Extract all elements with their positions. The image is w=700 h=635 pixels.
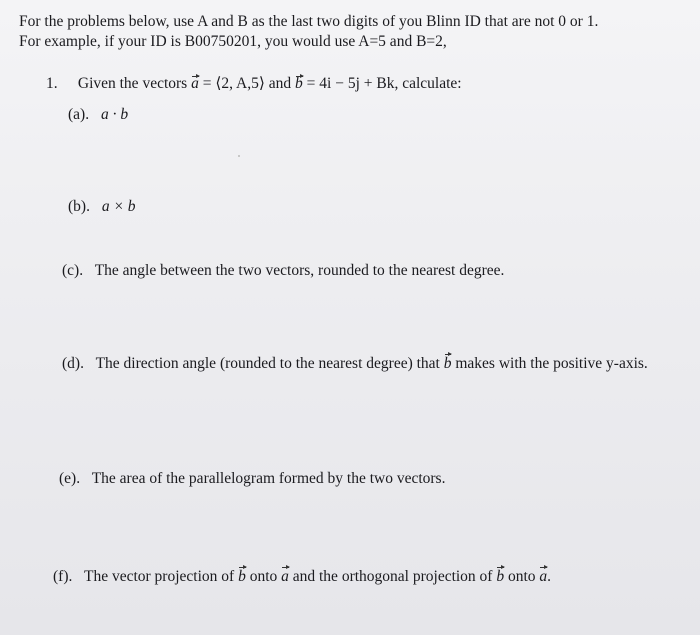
part-c-label: (c).: [62, 262, 84, 279]
part-d-label: (d).: [62, 355, 84, 372]
part-b-label: (b).: [68, 198, 90, 215]
paper-speck: [238, 155, 240, 157]
problem-1-heading: [46, 74, 462, 93]
part-a-label: (a).: [68, 106, 90, 123]
part-f-text-4: onto: [507, 568, 536, 585]
problem-and: and: [268, 75, 292, 92]
part-f-vector-2: a: [281, 568, 289, 585]
problem-number: 1.: [46, 75, 58, 92]
vector-a-symbol: a: [191, 75, 199, 92]
part-f-label: (f).: [53, 568, 73, 585]
instructions-line-1: For the problems below, use A and B as the last two digits of you Blinn ID that are not 0 or 1.: [19, 13, 599, 30]
part-b: [68, 196, 136, 217]
part-f: [53, 566, 551, 587]
part-f-vector-1: b: [238, 568, 246, 585]
part-f-text-2: onto: [249, 568, 278, 585]
part-d: [62, 353, 682, 374]
part-c-text: The angle between the two vectors, rounded to the nearest degree.: [94, 262, 505, 279]
problem-lead: Given the vectors: [77, 75, 188, 92]
part-f-vector-4: a: [539, 568, 548, 585]
part-d-text-before: The direction angle (rounded to the nearest degree) that: [95, 355, 440, 372]
instructions-line-2: For example, if your ID is B00750201, you would use A=5 and B=2,: [19, 33, 447, 50]
instructions: [19, 12, 689, 52]
part-e: [59, 468, 445, 489]
part-a: [68, 104, 128, 125]
part-f-text-5: .: [547, 568, 552, 585]
part-a-text: a · b: [100, 106, 129, 123]
part-d-text-after: makes with the positive y-axis.: [455, 355, 648, 372]
vector-b-value: = 4i − 5j + Bk: [306, 75, 395, 92]
vector-a-value: = ⟨2, A,5⟩: [202, 75, 265, 92]
part-b-text: a × b: [101, 198, 136, 215]
part-e-label: (e).: [59, 470, 81, 487]
part-f-text-3: and the orthogonal projection of: [292, 568, 493, 585]
part-c: [62, 260, 504, 281]
vector-b-symbol: b: [295, 75, 303, 92]
part-f-vector-3: b: [496, 568, 505, 585]
part-f-text-1: The vector projection of: [83, 568, 235, 585]
problem-tail: , calculate:: [394, 75, 462, 92]
part-e-text: The area of the parallelogram formed by the two vectors.: [91, 470, 446, 487]
part-d-vector: b: [443, 355, 452, 372]
